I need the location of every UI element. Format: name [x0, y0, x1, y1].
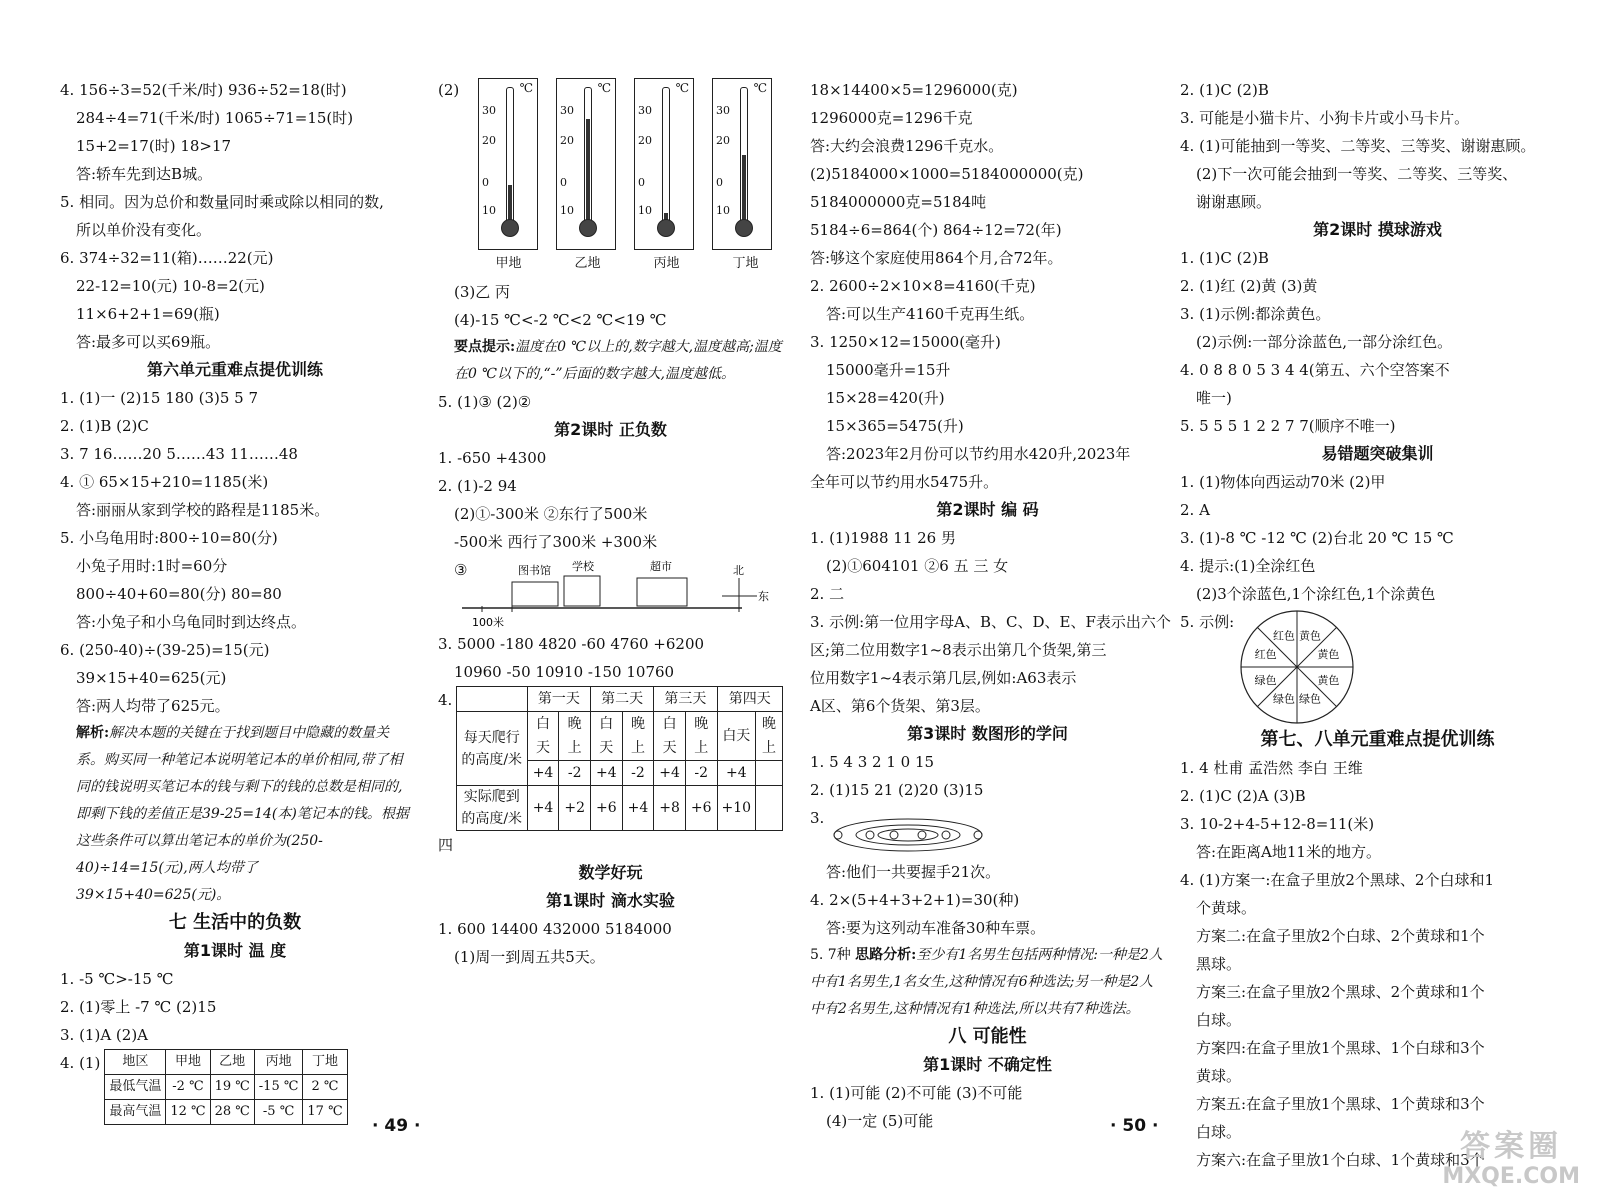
- table-cell: -2: [559, 761, 591, 786]
- mercury-level: [742, 155, 746, 227]
- tick-label: 10: [482, 204, 496, 217]
- thermometer-name: 丙地: [653, 256, 680, 271]
- text-line: 4. ① 65×15+210=1185(米): [60, 473, 269, 491]
- table-cell: -15 ℃: [254, 1075, 303, 1100]
- text-line: A区、第6个货架、第3层。: [810, 697, 990, 715]
- table-cell: 17 ℃: [303, 1100, 347, 1125]
- tick-label: 20: [638, 134, 652, 147]
- text-line: 位用数字1~4表示第几层,例如:A63表示: [810, 669, 1077, 687]
- table-cell: 晚上: [756, 712, 783, 761]
- table-cell: [456, 687, 527, 712]
- text-line: 800÷40+60=80(分) 80=80: [76, 585, 282, 603]
- text-line: 1. (1)物体向西运动70米 (2)甲: [1180, 473, 1386, 491]
- text-line: 1. -650 +4300: [438, 449, 547, 467]
- text-line: 2. 二: [810, 585, 845, 603]
- column-1: [60, 76, 410, 1125]
- unit-label: ℃: [597, 81, 611, 95]
- text-line: 15000毫升=15升: [826, 361, 951, 379]
- table-cell: +2: [559, 786, 591, 831]
- text-line: (4)-15 ℃<-2 ℃<2 ℃<19 ℃: [454, 311, 667, 329]
- text-line: 15×365=5475(升): [826, 417, 964, 435]
- chapter-heading: 七 生活中的负数: [168, 912, 302, 933]
- chapter-heading: 八 可能性: [948, 1026, 1027, 1047]
- tick-label: 20: [716, 134, 730, 147]
- map-diagram: [438, 556, 783, 630]
- tick-label: 20: [560, 134, 574, 147]
- table-cell: 19 ℃: [210, 1075, 254, 1100]
- text-line: 3. 可能是小猫卡片、小狗卡片或小马卡片。: [1180, 109, 1470, 127]
- text-line: 5184000000克=5184吨: [810, 193, 987, 211]
- table-cell: 丙地: [254, 1050, 303, 1075]
- thermometer: [556, 78, 616, 250]
- section-heading: 第六单元重难点提优训练: [146, 360, 323, 379]
- page-number: · 49 ·: [372, 1116, 421, 1136]
- text-line: 22-12=10(元) 10-8=2(元): [76, 277, 265, 295]
- text-line: (2)①-300米 ②东行了500米: [454, 505, 648, 523]
- text-line: 1. -5 ℃>-15 ℃: [60, 970, 174, 988]
- table-row: [456, 712, 782, 761]
- text-line: 5. 相同。因为总价和数量同时乘或除以相同的数,: [60, 193, 384, 211]
- text-line: 2. (1)15 21 (2)20 (3)15: [810, 781, 984, 799]
- table-row: [456, 687, 782, 712]
- text-line: 3. (1)示例:都涂黄色。: [1180, 305, 1331, 323]
- table-cell: 最高气温: [105, 1100, 166, 1125]
- map-label: 超市: [650, 560, 672, 573]
- thermometer: [712, 78, 772, 250]
- text-line: 15+2=17(时) 18>17: [76, 137, 232, 155]
- lesson-heading: 第2课时 正负数: [554, 420, 667, 439]
- section-heading: 第七、八单元重难点提优训练: [1260, 729, 1495, 750]
- climbing-table: [456, 686, 783, 831]
- tick-label: 10: [716, 204, 730, 217]
- table-cell: -2: [685, 761, 717, 786]
- lesson-heading: 第2课时 摸球游戏: [1313, 220, 1442, 239]
- text-line: 2. 2600÷2×10×8=4160(千克): [810, 277, 1036, 295]
- map-label: 100米: [472, 616, 504, 629]
- text-line: 四: [438, 836, 454, 854]
- hint-text: 温度在0 ℃以上的,数字越大,温度越高;温度在0 ℃以下的,“-”后面的数字越大,温度越低。: [454, 339, 782, 382]
- text-line: 5. 7种: [810, 947, 851, 963]
- text-line: 方案三:在盒子里放2个黑球、2个黄球和1个: [1196, 983, 1485, 1001]
- table-cell: 2 ℃: [303, 1075, 347, 1100]
- table-cell: +6: [590, 786, 622, 831]
- text-line: 3. 10-2+4-5+12-8=11(米): [1180, 815, 1375, 833]
- text-line: (3)乙 丙: [454, 283, 511, 301]
- tick-label: 30: [638, 104, 652, 117]
- text-line: 方案六:在盒子里放1个白球、1个黄球和3个: [1196, 1151, 1485, 1169]
- text-line: 方案二:在盒子里放2个白球、2个黄球和1个: [1196, 927, 1485, 945]
- wheel-segment-label: 黄色: [1317, 674, 1340, 688]
- table-cell: 晚上: [685, 712, 717, 761]
- text-line: 答:2023年2月份可以节约用水420升,2023年: [826, 445, 1131, 463]
- text-line: 答:最多可以买69瓶。: [76, 333, 221, 351]
- text-line: 3. 示例:第一位用字母A、B、C、D、E、F表示出六个: [810, 613, 1171, 631]
- table-cell: 丁地: [303, 1050, 347, 1075]
- text-line: 5. 5 5 5 1 2 2 7 7(顺序不唯一): [1180, 417, 1396, 435]
- text-line: 答:大约会浪费1296千克水。: [810, 137, 1004, 155]
- text-line: 4. (1): [60, 1054, 101, 1072]
- table-cell: 甲地: [166, 1050, 210, 1075]
- column-3: [810, 76, 1171, 1135]
- hint-paragraph: [810, 942, 1165, 1023]
- table-cell: +4: [527, 761, 559, 786]
- table-row: [105, 1075, 347, 1100]
- text-line: 3. (1)A (2)A: [60, 1026, 149, 1044]
- hint-paragraph: [438, 334, 783, 388]
- text-line: 方案四:在盒子里放1个黑球、1个白球和3个: [1196, 1039, 1485, 1057]
- tick-label: 10: [638, 204, 652, 217]
- thermometer: [634, 78, 694, 250]
- tick-label: 0: [638, 176, 645, 189]
- text-line: 1. (1)一 (2)15 180 (3)5 5 7: [60, 389, 259, 407]
- text-line: 2. (1)零上 -7 ℃ (2)15: [60, 998, 217, 1016]
- text-line: 1. (1)可能 (2)不可能 (3)不可能: [810, 1084, 1023, 1102]
- thermometer-group: [478, 78, 783, 250]
- table-cell: -5 ℃: [254, 1100, 303, 1125]
- text-line: 答:小兔子和小乌龟同时到达终点。: [76, 613, 307, 631]
- tick-label: 30: [482, 104, 496, 117]
- hint-paragraph: [60, 720, 410, 909]
- text-line: 答:可以生产4160千克再生纸。: [826, 305, 1035, 323]
- text-line: (2): [438, 81, 460, 99]
- table-row: [105, 1050, 347, 1075]
- tick-label: 0: [560, 176, 567, 189]
- column-4: [1180, 76, 1575, 1174]
- tick-label: 0: [716, 176, 723, 189]
- text-line: 2. (1)C (2)A (3)B: [1180, 787, 1306, 805]
- text-line: 1. (1)C (2)B: [1180, 249, 1269, 267]
- text-line: 黄球。: [1196, 1067, 1242, 1085]
- tick-label: 30: [560, 104, 574, 117]
- table-cell: 28 ℃: [210, 1100, 254, 1125]
- table-cell: 白天: [590, 712, 622, 761]
- text-line: 3. 7 16……20 5……43 11……48: [60, 445, 298, 463]
- text-line: (2)3个涂蓝色,1个涂红色,1个涂黄色: [1196, 585, 1436, 603]
- map-label: 图书馆: [518, 564, 551, 577]
- map-label: 学校: [572, 560, 594, 573]
- text-line: 答:在距离A地11米的地方。: [1196, 843, 1381, 861]
- text-line: 4. 2×(5+4+3+2+1)=30(种): [810, 891, 1020, 909]
- thermometer-bulb: [501, 219, 519, 237]
- text-line: (2)①604101 ②6 五 三 女: [826, 557, 1009, 575]
- thermometer-name: 甲地: [495, 256, 522, 271]
- text-line: 白球。: [1196, 1123, 1242, 1141]
- text-line: 3. (1)-8 ℃ -12 ℃ (2)台北 20 ℃ 15 ℃: [1180, 529, 1454, 547]
- table-cell: 晚上: [559, 712, 591, 761]
- text-line: 4. 提示:(1)全涂红色: [1180, 557, 1316, 575]
- hint-label: 解析:: [76, 725, 110, 741]
- text-line: 4. (1)可能抽到一等奖、二等奖、三等奖、谢谢惠顾。: [1180, 137, 1536, 155]
- text-line: 个黄球。: [1196, 899, 1257, 917]
- text-line: 3. 5000 -180 4820 -60 4760 +6200: [438, 635, 705, 653]
- hint-text: 至少有1名男生包括两种情况:一种是2人中有1名男生,1名女生,这种情况有6种选法;另一种是2人中有2名男生,这种情况有1种选法,所以共有7种选法。: [810, 947, 1163, 1017]
- thermometer-names: [478, 250, 783, 278]
- section-heading: 易错题突破集训: [1321, 444, 1434, 463]
- text-line: 答:他们一共要握手21次。: [826, 863, 1001, 881]
- text-line: (4)一定 (5)可能: [826, 1112, 934, 1130]
- text-line: 3.: [810, 809, 825, 827]
- text-line: 答:两人均带了625元。: [76, 697, 230, 715]
- temperature-table: [104, 1049, 347, 1125]
- text-line: 答:够这个家庭使用864个月,合72年。: [810, 249, 1063, 267]
- map-label: 北: [733, 564, 744, 577]
- color-wheel: [1238, 608, 1356, 726]
- text-line: 11×6+2+1=69(瓶): [76, 305, 220, 323]
- text-line: 区;第二位用数字1~8表示出第几个货架,第三: [810, 641, 1107, 659]
- text-line: 6. (250-40)÷(39-25)=15(元): [60, 641, 270, 659]
- wheel-segment-label: 红色: [1254, 647, 1277, 661]
- text-line: 答:要为这列动车准备30种车票。: [826, 919, 1046, 937]
- table-cell: +6: [685, 786, 717, 831]
- watermark-text: MXQE.COM: [1442, 1164, 1580, 1189]
- text-line: 5184÷6=864(个) 864÷12=72(年): [810, 221, 1062, 239]
- text-line: 黑球。: [1196, 955, 1242, 973]
- text-line: 全年可以节约用水5475升。: [810, 473, 999, 491]
- table-cell: +4: [527, 786, 559, 831]
- thermometer-name: 丁地: [732, 256, 759, 271]
- text-line: 答:丽丽从家到学校的路程是1185米。: [76, 501, 330, 519]
- map-label: 东: [758, 590, 769, 603]
- text-line: 284÷4=71(千米/时) 1065÷71=15(时): [76, 109, 354, 127]
- text-line: (2)5184000×1000=5184000000(克): [810, 165, 1084, 183]
- thermometer-name: 乙地: [574, 256, 601, 271]
- text-line: 2. (1)-2 94: [438, 477, 517, 495]
- unit-label: ℃: [519, 81, 533, 95]
- table-cell: 第一天: [527, 687, 590, 712]
- text-line: 4. 156÷3=52(千米/时) 936÷52=18(时): [60, 81, 347, 99]
- text-line: ③: [454, 561, 468, 579]
- text-line: 4. (1)方案一:在盒子里放2个黑球、2个白球和1: [1180, 871, 1495, 889]
- lesson-heading: 第1课时 温 度: [183, 941, 287, 960]
- text-line: (2)下一次可能会抽到一等奖、二等奖、三等奖、: [1196, 165, 1518, 183]
- table-cell: 白天: [527, 712, 559, 761]
- table-cell: 第三天: [654, 687, 717, 712]
- text-line: 1. (1)1988 11 26 男: [810, 529, 956, 547]
- unit-label: ℃: [753, 81, 767, 95]
- table-row: [456, 786, 782, 831]
- wheel-segment-label: 绿色: [1273, 692, 1296, 706]
- text-line: 方案五:在盒子里放1个黑球、1个黄球和3个: [1196, 1095, 1485, 1113]
- text-line: 所以单价没有变化。: [76, 221, 212, 239]
- text-line: 唯一): [1196, 389, 1232, 407]
- table-cell: -2: [622, 761, 654, 786]
- text-line: 2. A: [1180, 501, 1210, 519]
- tick-label: 20: [482, 134, 496, 147]
- unit-label: ℃: [675, 81, 689, 95]
- table-cell: +4: [717, 761, 756, 786]
- text-line: 15×28=420(升): [826, 389, 945, 407]
- text-line: 2. (1)C (2)B: [1180, 81, 1269, 99]
- hint-text: 解决本题的关键在于找到题目中隐藏的数量关系。购买同一种笔记本说明笔记本的单价相同,带了相同的钱说明买笔记本的钱与剩下的钱的总数是相同的,即剩下钱的差值正是39-25=14(本)笔记本的钱。根据这些条件可以算出笔记本的单价为(250-40)÷14=15(元),两人均带了39×15+40=625(元)。: [76, 725, 409, 903]
- table-cell: +4: [590, 761, 622, 786]
- text-line: 4. 0 8 8 0 5 3 4 4(第五、六个空答案不: [1180, 361, 1450, 379]
- text-line: 1. 600 14400 432000 5184000: [438, 920, 672, 938]
- text-line: 谢谢惠顾。: [1196, 193, 1272, 211]
- thermometer-bulb: [735, 219, 753, 237]
- table-cell: +4: [622, 786, 654, 831]
- wheel-segment-label: 黄色: [1317, 647, 1340, 661]
- lesson-heading: 第1课时 滴水实验: [546, 891, 675, 910]
- tick-label: 30: [716, 104, 730, 117]
- text-line: (1)周一到周五共5天。: [454, 948, 605, 966]
- tick-label: 10: [560, 204, 574, 217]
- table-cell: 第二天: [590, 687, 653, 712]
- text-line: 1. 5 4 3 2 1 0 15: [810, 753, 935, 771]
- watermark-text: 答案圈: [1460, 1129, 1563, 1164]
- handshake-diagram: [828, 810, 988, 860]
- table-cell: +4: [654, 761, 686, 786]
- page-number: · 50 ·: [1110, 1116, 1159, 1136]
- lesson-heading: 第1课时 不确定性: [923, 1055, 1052, 1074]
- text-line: 10960 -50 10910 -150 10760: [454, 663, 675, 681]
- table-cell: 最低气温: [105, 1075, 166, 1100]
- watermark-logo: [1442, 1129, 1580, 1192]
- chapter-heading: 数学好玩: [578, 863, 643, 882]
- text-line: 1296000克=1296千克: [810, 109, 973, 127]
- text-line: 答:轿车先到达B城。: [76, 165, 213, 183]
- table-cell: +10: [717, 786, 756, 831]
- thermometer-tube: [662, 87, 670, 224]
- mercury-level: [586, 119, 590, 227]
- text-line: 2. (1)红 (2)黄 (3)黄: [1180, 277, 1318, 295]
- wheel-segment-label: 绿色: [1254, 674, 1277, 688]
- thermometer-bulb: [657, 219, 675, 237]
- table-cell: 晚上: [622, 712, 654, 761]
- table-row: [105, 1100, 347, 1125]
- hint-label: 思路分析:: [855, 947, 917, 963]
- table-cell: [756, 761, 783, 786]
- text-line: 18×14400×5=1296000(克): [810, 81, 1018, 99]
- text-line: 5. (1)③ (2)②: [438, 393, 532, 411]
- table-cell: 白天: [654, 712, 686, 761]
- text-line: -500米 西行了300米 +300米: [454, 533, 658, 551]
- table-cell: 实际爬到的高度/米: [456, 786, 527, 831]
- lesson-heading: 第2课时 编 码: [936, 500, 1039, 519]
- column-2: [438, 76, 783, 971]
- text-line: 6. 374÷32=11(箱)……22(元): [60, 249, 274, 267]
- table-cell: [756, 786, 783, 831]
- table-cell: +8: [654, 786, 686, 831]
- thermometer: [478, 78, 538, 250]
- text-line: 白球。: [1196, 1011, 1242, 1029]
- lesson-heading: 第3课时 数图形的学问: [907, 724, 1068, 743]
- text-line: 2. (1)B (2)C: [60, 417, 149, 435]
- tick-label: 0: [482, 176, 489, 189]
- text-line: 5. 示例:: [1180, 613, 1235, 631]
- hint-label: 要点提示:: [454, 339, 516, 355]
- wheel-segment-label: 绿色: [1299, 692, 1322, 706]
- wheel-segment-label: 黄色: [1299, 629, 1322, 643]
- table-cell: 地区: [105, 1050, 166, 1075]
- table-cell: 每天爬行的高度/米: [456, 712, 527, 786]
- street-map: [452, 556, 772, 630]
- text-line: (2)示例:一部分涂蓝色,一部分涂红色。: [1196, 333, 1453, 351]
- table-cell: 乙地: [210, 1050, 254, 1075]
- text-line: 小兔子用时:1时=60分: [76, 557, 228, 575]
- table-cell: 白天: [717, 712, 756, 761]
- table-cell: 第四天: [717, 687, 782, 712]
- text-line: 5. 小乌龟用时:800÷10=80(分): [60, 529, 278, 547]
- table-cell: -2 ℃: [166, 1075, 210, 1100]
- thermometer-bulb: [579, 219, 597, 237]
- text-line: 1. 4 杜甫 孟浩然 李白 王维: [1180, 759, 1363, 777]
- text-line: 39×15+40=625(元): [76, 669, 227, 687]
- wheel-segment-label: 红色: [1273, 629, 1296, 643]
- text-line: 3. 1250×12=15000(毫升): [810, 333, 1001, 351]
- table-cell: 12 ℃: [166, 1100, 210, 1125]
- text-line: 4.: [438, 691, 453, 709]
